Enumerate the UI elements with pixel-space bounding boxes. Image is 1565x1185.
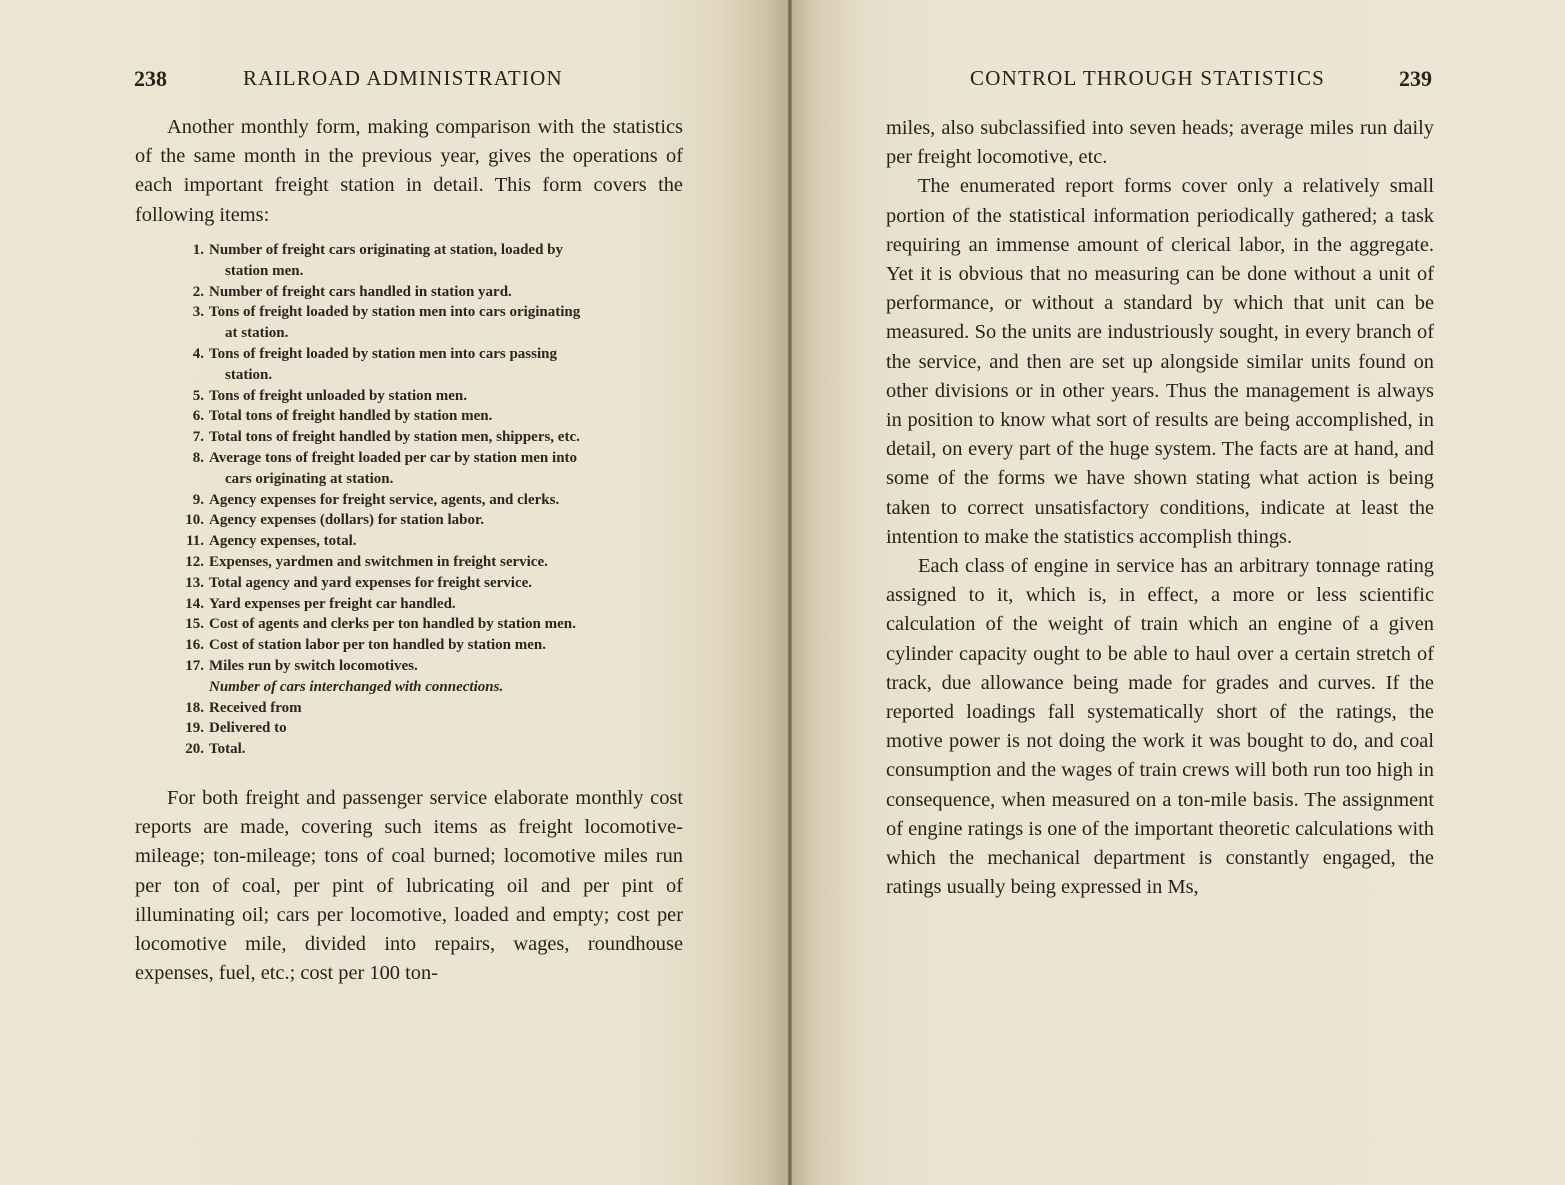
list-item: 5. Tons of freight unloaded by station men. [192,387,467,404]
closing-paragraph: For both freight and passenger service elaborate monthly cost reports are made, covering such items as freight locomotive-mileage; ton-mileage; tons of coal burned; locomotive miles run per ton of coal, per pint of lubricating oil and per pint of illuminating oil; cars per locomotive, loaded and empty; cost per locomotive mile, divided into repairs, wages, roundhouse expenses, fuel, etc.; cost per 100 ton- [135,787,683,985]
list-item: 1. Number of freight cars originating at station, loaded by station men. [192,242,564,279]
list-item: 12. Expenses, yardmen and switchmen in freight service. [185,553,548,570]
right-page-number: 239 [1399,66,1432,91]
intro-paragraph: Another monthly form, making comparison with the statistics of the same month in the previous year, gives the operations of each important freight station in detail. This form covers the following items: [135,116,683,226]
list-item: 13. Total agency and yard expenses for freight service. [185,574,533,591]
intro-paragraph-block [135,113,683,230]
list-item: 14. Yard expenses per freight car handled. [185,595,456,612]
right-running-head: CONTROL THROUGH STATISTICS [970,66,1326,90]
closing-paragraph-block [135,784,683,988]
book-gutter [788,0,792,1185]
list-item: 4. Tons of freight loaded by station men into cars passing station. [192,345,557,383]
left-page-number: 238 [134,66,167,91]
list-item: 7. Total tons of freight handled by station men, shippers, etc. [192,429,580,446]
right-page [790,0,1565,1185]
list-item: 9. Agency expenses for freight service, agents, and clerks. [192,491,560,508]
list-item: 11. Agency expenses, total. [186,533,357,550]
list-item: 3. Tons of freight loaded by station men into cars originating at station. [192,304,581,342]
continuation-paragraph: miles, also subclassified into seven heads; average miles run daily per freight locomotive, etc. [886,117,1434,169]
list-subheading: Number of cars interchanged with connections. [209,678,504,695]
report-items-list [178,240,683,760]
list-item: 20. Total. [185,741,246,758]
list-item: 15. Cost of agents and clerks per ton handled by station men. [185,616,576,633]
engine-rating-paragraph: Each class of engine in service has an arbitrary tonnage rating assigned to it, which is, in effect, a more or less scientific calculation of the weight of train which an engine of a given cylinder capacity ought to be able to haul over a certain stretch of track, due allowance being made for grades and curves. If the reported loadings fall systematically short of the ratings, the motive power is not doing the work it was bought to do, and coal consumption and the wages of train crews will both run too high in consequence, when measured on a ton-mile basis. The assignment of engine ratings is one of the important theoretic calculations with which the mechanical department is constantly engaged, the ratings usually being expressed in Ms, [886,555,1434,899]
list-item: 2. Number of freight cars handled in station yard. [192,283,512,300]
list-item: 10. Agency expenses (dollars) for station labor. [185,512,484,529]
list-item: 19. Delivered to [185,720,287,737]
list-item: 18. Received from [185,699,302,716]
list-item: 16. Cost of station labor per ton handled by station men. [185,637,546,654]
list-item: 17. Miles run by switch locomotives. [185,657,418,674]
list-item: 6. Total tons of freight handled by station men. [192,408,493,425]
left-running-head: RAILROAD ADMINISTRATION [243,66,563,90]
list-item: 8. Average tons of freight loaded per car by station men into cars originating at station. [192,449,578,487]
right-body-text [886,114,1434,902]
statistics-paragraph: The enumerated report forms cover only a relatively small portion of the statistical information periodically gathered; a task requiring an immense amount of clerical labor, in the aggregate. Yet it is obvious that no measuring can be done without a unit of performance, or without a standard by which that unit can be measured. So the units are industriously sought, in every branch of the service, and then are set up alongside similar units found on other divisions or in other years. Thus the management is always in position to know what sort of results are being accomplished, in detail, on every part of the huge system. The facts are at hand, and some of the forms we have shown stating what action is being taken to correct unsatisfactory conditions, indicate at least the intention to make the statistics accomplish things. [886,175,1434,548]
